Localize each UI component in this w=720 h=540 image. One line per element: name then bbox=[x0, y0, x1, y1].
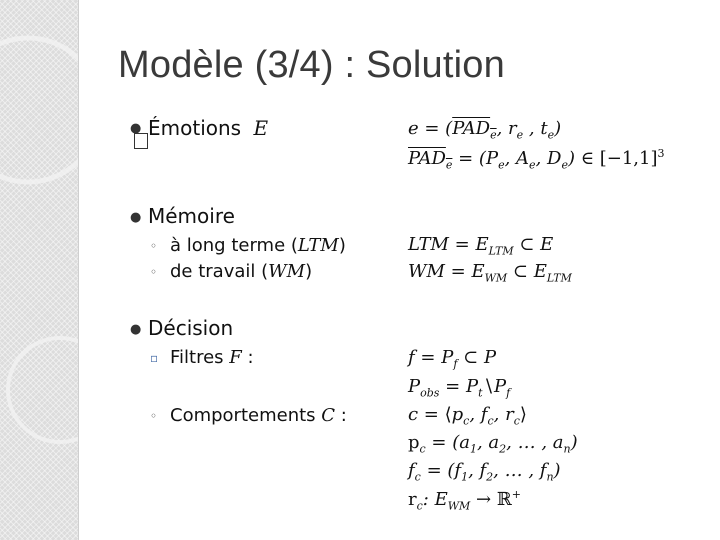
sub-bullet-icon: ◦ bbox=[150, 239, 158, 253]
bullet-icon: ● bbox=[130, 121, 142, 136]
emotions-symbol: E bbox=[253, 116, 269, 140]
pobs-equation: $P_{obs}$ = $P_t∖P_f$ bbox=[408, 376, 511, 400]
rc-equation: $r_c$: $E_{WM}$ → ℝ+ bbox=[408, 488, 522, 513]
pad-equation: $PAD_e = (P_e$, $A_e$, $D_e$) ∈ $[-1,1]^3$ bbox=[408, 147, 665, 172]
slide-title: Modèle (3/4) : Solution bbox=[118, 44, 505, 86]
sub-bullet-icon: ◦ bbox=[150, 409, 158, 423]
wm-equation: WM = $E_{WM}$ ⊂ $E_{LTM}$ bbox=[408, 261, 572, 285]
filter-equation: $f = P_f$ ⊂ P bbox=[408, 347, 497, 371]
behavior-equation: $c = ⟨p_c$, $f_c$, $r_c⟩$ bbox=[408, 404, 527, 428]
fc-equation: $f_c = (f_1$, $f_2$, … , $f_n$) bbox=[408, 460, 561, 484]
memoire-heading: Mémoire bbox=[148, 204, 235, 228]
sub-bullet-icon: ◦ bbox=[150, 265, 158, 279]
ltm-equation: LTM = $E_{LTM}$ ⊂ E bbox=[408, 234, 554, 258]
pc-equation: $p_c = (a_1$, $a_2$, … , $a_n$) bbox=[408, 432, 578, 456]
bullet-icon: ● bbox=[130, 322, 142, 337]
square-sub-bullet-icon: ▫ bbox=[150, 351, 159, 365]
bullet-icon: ● bbox=[130, 210, 142, 225]
decorative-sidebar bbox=[0, 0, 79, 540]
comportements-item: Comportements C : bbox=[170, 405, 347, 426]
ltm-item: à long terme (LTM) bbox=[170, 235, 346, 256]
decision-heading: Décision bbox=[148, 316, 234, 340]
filtres-item: Filtres F : bbox=[170, 347, 254, 368]
emotions-label: Émotions bbox=[148, 116, 242, 140]
sidebar-arcs-decoration bbox=[0, 0, 78, 540]
emotion-tuple-equation: $e = (PAD_e$, $r_e$ , $t_e$) bbox=[408, 118, 562, 142]
emotions-heading bbox=[148, 116, 268, 140]
wm-item: de travail (WM) bbox=[170, 261, 313, 282]
